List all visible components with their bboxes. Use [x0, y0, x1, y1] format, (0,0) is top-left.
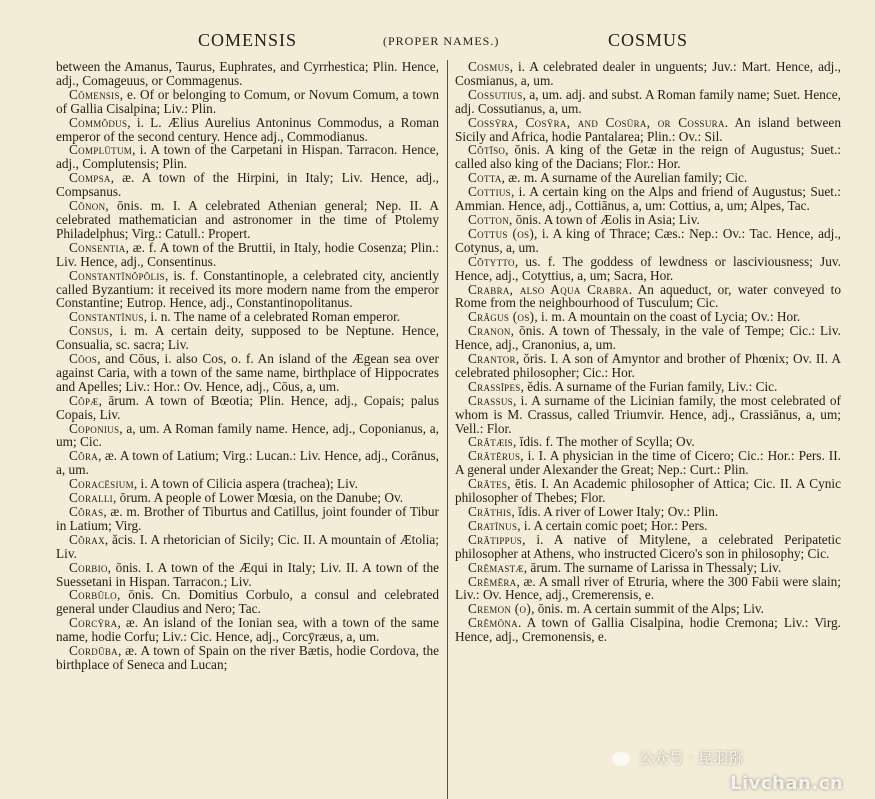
entry-headword: Crătæis [468, 434, 513, 450]
dictionary-entry [455, 519, 841, 533]
dictionary-entry [56, 449, 439, 477]
entry-definition: , ōnis. A town of Æolis in Asia; Liv. [509, 211, 700, 227]
entry-headword: Coracēsium [69, 476, 134, 492]
dictionary-entry [455, 213, 841, 227]
dictionary-entry [455, 602, 841, 616]
entry-definition: , i. m. A certain deity, supposed to be Neptune. Hence, Consualia, sc. sacra; Liv. [56, 323, 439, 353]
right-column [455, 60, 844, 799]
entry-headword: Coponius [69, 420, 120, 436]
dictionary-entry [455, 616, 841, 644]
entry-headword: Crăthis [468, 504, 512, 519]
entry-definition: , i. A town of the Carpetani in Hispan. Tarracon. Hence, adj., Complutensis; Plin. [56, 142, 439, 172]
entry-headword: Crassus [468, 392, 513, 408]
entry-definition: , ōnis. m. I. A celebrated Athenian general; Nep. II. A celebrated mathematician and astronomer in the time of Ptolemy Philadelphus; Virg.: Catull.: Propert. [56, 198, 439, 241]
entry-headword: Crătippus [468, 531, 523, 547]
entry-headword: Complūtum [69, 142, 133, 158]
entry-definition: , ōnis. m. A certain summit of the Alps; Liv. [531, 601, 764, 617]
entry-headword: Cŏras [69, 504, 104, 519]
entry-definition: , ētis. I. An Academic philosopher of Attica; Cic. II. A Cynic philosopher of Thebes; Flor. [455, 476, 841, 506]
entry-definition: , i. A native of Mitylene, a celebrated Peripatetic philosopher at Athens, who instructed Cicero's son in philosophy; Cic. [455, 531, 841, 561]
entry-definition: , æ. An island of the Ionian sea, with a town of the same name, hodie Corfu; Liv.: Cic. Hence, adj., Corcȳræus, a, um. [56, 615, 439, 645]
dictionary-entry [455, 575, 841, 603]
entry-headword: Corcȳra [69, 615, 118, 631]
entry-definition: , i. I. A physician in the time of Cicero; Cic.: Hor.: Pers. II. A general under Alexander the Great; Nep.: Curt.: Plin. [455, 448, 841, 478]
dictionary-entry [455, 380, 841, 394]
header-left-guide-word: COMENSIS [198, 30, 298, 50]
entry-definition: , æ. A town of Spain on the river Bætis, hodie Cordova, the birthplace of Seneca and Lucan; [56, 643, 439, 672]
column-divider [447, 60, 448, 799]
entry-definition: , i. A certain comic poet; Hor.: Pers. [517, 517, 708, 533]
entry-definition: , i. A king of Thrace; Cæs.: Nep.: Ov.: Tac. Hence, adj., Cotynus, a, um. [455, 225, 841, 255]
entry-definition: , ārum. A town of Bœotia; Plin. Hence, adj., Copais; palus Copais, Liv. [56, 392, 439, 422]
dictionary-entry [56, 116, 439, 144]
entry-definition: , i. n. The name of a celebrated Roman emperor. [143, 309, 401, 325]
entry-headword: Cŏra [69, 448, 99, 464]
dictionary-entry [56, 561, 439, 589]
dictionary-entry [56, 533, 439, 561]
dictionary-entry [56, 269, 439, 311]
entry-headword: Cŏtytto [468, 253, 515, 269]
entry-definition: , ārum. The surname of Larissa in Thessaly; Liv. [523, 559, 782, 575]
dictionary-entry [56, 422, 439, 450]
left-column [56, 60, 439, 799]
entry-definition: between the Amanus, Taurus, Euphrates, and Cyrrhestica; Plin. Hence, adj., Comageuus, or Commagenus. [56, 60, 439, 88]
dictionary-entry [56, 616, 439, 644]
entry-definition: , is. f. Constantinople, a celebrated city, anciently called Byzantium: it received its more modern name from the emperor Constantine; Eutrop. Hence, adj., Constantinopolitanus. [56, 267, 439, 311]
entry-headword: Crabra, also Aqua Crabra [468, 281, 629, 297]
dictionary-entry [455, 171, 841, 185]
dictionary-entry [455, 561, 841, 575]
entry-headword: Cŏrax [69, 531, 105, 547]
entry-definition: , æ. m. Brother of Tiburtus and Catillus, joint founder of Tibur in Latium; Virg. [56, 504, 439, 533]
entry-headword: Crantor [468, 351, 516, 367]
entry-definition: , ŏris. I. A son of Amyntor and brother of Phœnix; Ov. II. A celebrated philosopher; Cic.: Hor. [455, 351, 841, 380]
dictionary-entry [56, 60, 439, 88]
entry-headword: Cossȳra, Cosȳra, and Cosūra, or Cossura [468, 114, 725, 130]
dictionary-entry [455, 324, 841, 352]
entry-definition: . An aqueduct, or, water conveyed to Rome from the neighbourhood of Tusculum; Cic. [455, 281, 841, 311]
entry-definition: , æ. A small river of Etruria, where the 300 Fabii were slain; Liv.: Ov. Hence, adj., Cremerensis, e. [455, 573, 841, 603]
entry-headword: Cōmensis [69, 86, 120, 102]
dictionary-entry [56, 171, 439, 199]
entry-definition: , æ. A town of Latium; Virg.: Lucan.: Liv. Hence, adj., Corānus, a, um. [56, 448, 439, 478]
dictionary-entry [455, 60, 841, 88]
dictionary-entry [56, 324, 439, 352]
dictionary-entry [56, 199, 439, 241]
dictionary-entry [56, 477, 439, 491]
entry-definition: , i. A surname of the Licinian family, the most celebrated of whom is M. Crassus, called Triumvir. Hence, adj., Crassiānus, a, um; Vell.: Flor. [455, 392, 841, 436]
dictionary-entry [56, 241, 439, 269]
dictionary-entry [455, 255, 841, 283]
wechat-icon [612, 752, 630, 766]
dictionary-entry [455, 185, 841, 213]
entry-headword: Constantīnŏpŏlis [69, 267, 165, 283]
dictionary-entry [455, 394, 841, 436]
entry-headword: Cosmus [468, 60, 510, 74]
entry-definition: , ōnis. A town of Thessaly, in the vale of Tempe; Cic.: Liv. Hence, adj., Cranonius, a, um. [455, 323, 841, 353]
entry-definition: , ōnis. A king of the Getæ in the reign of Augustus; Suet.: called also king of the Dacians; Flor.: Hor. [455, 142, 841, 172]
entry-definition: , us. f. The goddess of lewdness or lasciviousness; Juv. Hence, adj., Cotyttius, a, um; Sacra, Hor. [455, 253, 841, 283]
entry-headword: Consus [69, 323, 110, 339]
entry-headword: Consentia [69, 239, 126, 255]
entry-headword: Cōpæ [69, 392, 99, 408]
entry-definition: , i. A celebrated dealer in unguents; Juv.: Mart. Hence, adj., Cosmianus, a, um. [455, 60, 841, 88]
entry-definition: , ăcis. I. A rhetorician of Sicily; Cic. II. A mountain of Ætolia; Liv. [56, 531, 439, 561]
page-header [0, 30, 875, 56]
entry-definition: , ĭdis. f. The mother of Scylla; Ov. [512, 434, 695, 450]
entry-headword: Coralli [69, 490, 113, 506]
entry-headword: Cranon [468, 323, 511, 339]
entry-headword: Corbŭlo [69, 587, 117, 603]
dictionary-entry [455, 88, 841, 116]
entry-headword: Cotton [468, 211, 509, 227]
entry-headword: Crătĕrus [468, 448, 521, 464]
dictionary-entry [56, 88, 439, 116]
dictionary-entry [455, 310, 841, 324]
entry-headword: Cotta [468, 170, 502, 186]
entry-headword: Crassĭpes [468, 378, 521, 394]
entry-definition: , ĕdis. A surname of the Furian family, Liv.: Cic. [520, 378, 778, 394]
dictionary-entry [56, 505, 439, 533]
entry-definition: , e. Of or belonging to Comum, or Novum Comum, a town of Gallia Cisalpina; Liv.: Plin. [56, 86, 439, 116]
dictionary-entry [455, 143, 841, 171]
entry-definition: . A town of Gallia Cisalpina, hodie Cremona; Liv.: Virg. Hence, adj., Cremonensis, e. [455, 615, 841, 645]
entry-definition: , i. L. Ælius Aurelius Antoninus Commodus, a Roman emperor of the second century. Hence adj., Commodianus. [56, 114, 439, 144]
entry-definition: , ōnis. I. A town of the Æqui in Italy; Liv. II. A town of the Suessetani in Hispan. Tarracon.; Liv. [56, 559, 439, 589]
entry-headword: Crăgus (os) [468, 309, 535, 325]
entry-headword: Constantīnus [69, 309, 144, 325]
entry-headword: Corbio [69, 559, 108, 575]
entry-definition: , a, um. adj. and subst. A Roman family name; Suet. Hence, adj. Cossutianus, a, um. [455, 86, 841, 116]
entry-headword: Cratīnus [468, 517, 518, 533]
entry-definition: , a, um. A Roman family name. Hence, adj., Coponianus, a, um; Cic. [56, 420, 439, 450]
entry-headword: Crĕmōna [468, 615, 518, 631]
dictionary-entry [455, 505, 841, 519]
entry-headword: Cordŭba [69, 643, 118, 659]
entry-definition: , æ. A town of the Hirpini, in Italy; Liv. Hence, adj., Compsanus. [56, 170, 439, 200]
dictionary-entry [455, 477, 841, 505]
entry-definition: , and Cōus, i. also Cos, o. f. An island of the Ægean sea over against Caria, with a town of the same name, birthplace of Hippocrates and Apelles; Liv.: Hor.: Ov. Hence, adj., Cōus, a, um. [56, 351, 439, 394]
dictionary-entry [455, 352, 841, 380]
entry-definition: , æ. f. A town of the Bruttii, in Italy, hodie Cosenza; Plin.: Liv. Hence, adj., Consentinus. [56, 239, 439, 269]
entry-headword: Crătes [468, 476, 508, 492]
entry-headword: Compsa [69, 170, 111, 186]
dictionary-entry [56, 352, 439, 394]
entry-headword: Cōos [69, 351, 98, 367]
dictionary-entry [56, 588, 439, 616]
dictionary-entry [455, 533, 841, 561]
dictionary-entry [56, 491, 439, 505]
entry-definition: , ĭdis. A river of Lower Italy; Ov.: Plin. [511, 504, 719, 519]
watermark-site: Livchan.cn [730, 773, 844, 794]
dictionary-entry [56, 394, 439, 422]
entry-headword: Crĕmastæ [468, 559, 524, 575]
entry-definition: , i. m. A mountain on the coast of Lycia; Ov.: Hor. [534, 309, 801, 325]
watermark [612, 750, 862, 796]
entry-definition: , i. A certain king on the Alps and friend of Augustus; Suet.: Ammian. Hence, adj., Cottiānus, a, um: Cottius, a, um; Alpes, Tac. [455, 184, 841, 214]
dictionary-entry [455, 435, 841, 449]
entry-definition: , æ. m. A surname of the Aurelian family; Cic. [501, 170, 748, 186]
entry-definition: , ōnis. Cn. Domitius Corbulo, a consul and celebrated general under Claudius and Nero; Tac. [56, 587, 439, 617]
watermark-text: 公众号 · 昆羽猕 [638, 749, 744, 767]
dictionary-entry [455, 227, 841, 255]
entry-headword: Cremon (o) [468, 601, 532, 617]
dictionary-entry [455, 283, 841, 311]
dictionary-entry [455, 116, 841, 144]
dictionary-entry [56, 143, 439, 171]
dictionary-entry [56, 644, 439, 672]
entry-definition: , i. A town of Cilicia aspera (trachea); Liv. [133, 476, 358, 492]
entry-definition: . An island between Sicily and Africa, hodie Pantalarea; Plin.: Ov.: Sil. [455, 114, 841, 144]
entry-headword: Cossutius [468, 86, 523, 102]
entry-headword: Commŏdus [69, 114, 128, 130]
dictionary-entry [455, 449, 841, 477]
entry-headword: Crĕmĕra [468, 573, 517, 589]
entry-headword: Cŏtĭso [468, 142, 506, 158]
dictionary-entry [56, 310, 439, 324]
entry-headword: Cottius [468, 184, 511, 200]
entry-headword: Cottus (os) [468, 225, 535, 241]
header-section-title: (PROPER NAMES.) [383, 34, 500, 48]
entry-headword: Cŏnon [69, 198, 106, 214]
header-right-guide-word: COSMUS [608, 30, 689, 50]
entry-definition: , ōrum. A people of Lower Mœsia, on the Danube; Ov. [112, 490, 404, 506]
